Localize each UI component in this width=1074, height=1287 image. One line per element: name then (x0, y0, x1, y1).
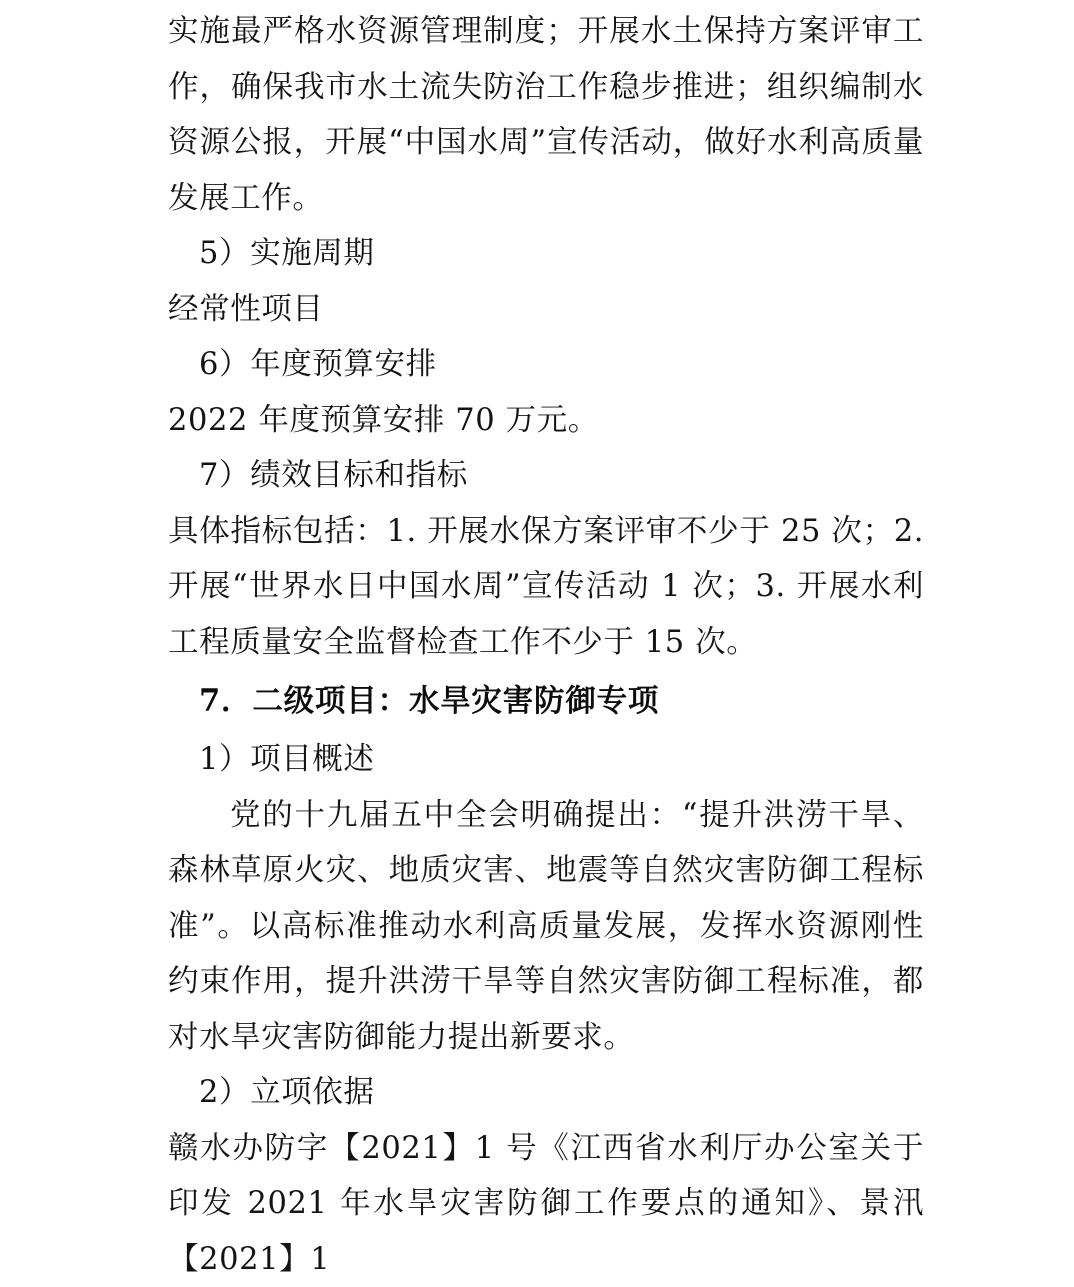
paragraph-budget-value: 2022 年度预算安排 70 万元。 (168, 393, 924, 449)
list-item-6-label: 6）年度预算安排 (168, 337, 924, 393)
paragraph-approval-basis: 赣水办防字【2021】1 号《江西省水利厅办公室关于印发 2021 年水旱灾害防御工作要点的通知》、景汛【2021】1 (168, 1121, 924, 1287)
list-item-1-label: 1）项目概述 (168, 732, 924, 788)
list-item-7-label: 7）绩效目标和指标 (168, 448, 924, 504)
list-item-5-label: 5）实施周期 (168, 226, 924, 282)
paragraph-project-overview: 党的十九届五中全会明确提出：“提升洪涝干旱、森林草原火灾、地质灾害、地震等自然灾害防御工程标准”。以高标准推动水利高质量发展，发挥水资源刚性约束作用，提升洪涝干旱等自然灾害防御工程标准，都对水旱灾害防御能力提出新要求。 (168, 788, 924, 1066)
list-item-2-label: 2）立项依据 (168, 1065, 924, 1121)
paragraph-cycle-value: 经常性项目 (168, 282, 924, 338)
paragraph-indicators: 具体指标包括：1. 开展水保方案评审不少于 25 次；2. 开展“世界水日中国水周”宣传活动 1 次；3. 开展水利工程质量安全监督检查工作不少于 15 次。 (168, 504, 924, 671)
document-body (168, 0, 924, 1287)
paragraph-water-resource-management: 实施最严格水资源管理制度；开展水土保持方案评审工作，确保我市水土流失防治工作稳步推进；组织编制水资源公报，开展“中国水周”宣传活动，做好水利高质量发展工作。 (168, 4, 924, 226)
section-heading-7: 7．二级项目：水旱灾害防御专项 (168, 670, 924, 732)
